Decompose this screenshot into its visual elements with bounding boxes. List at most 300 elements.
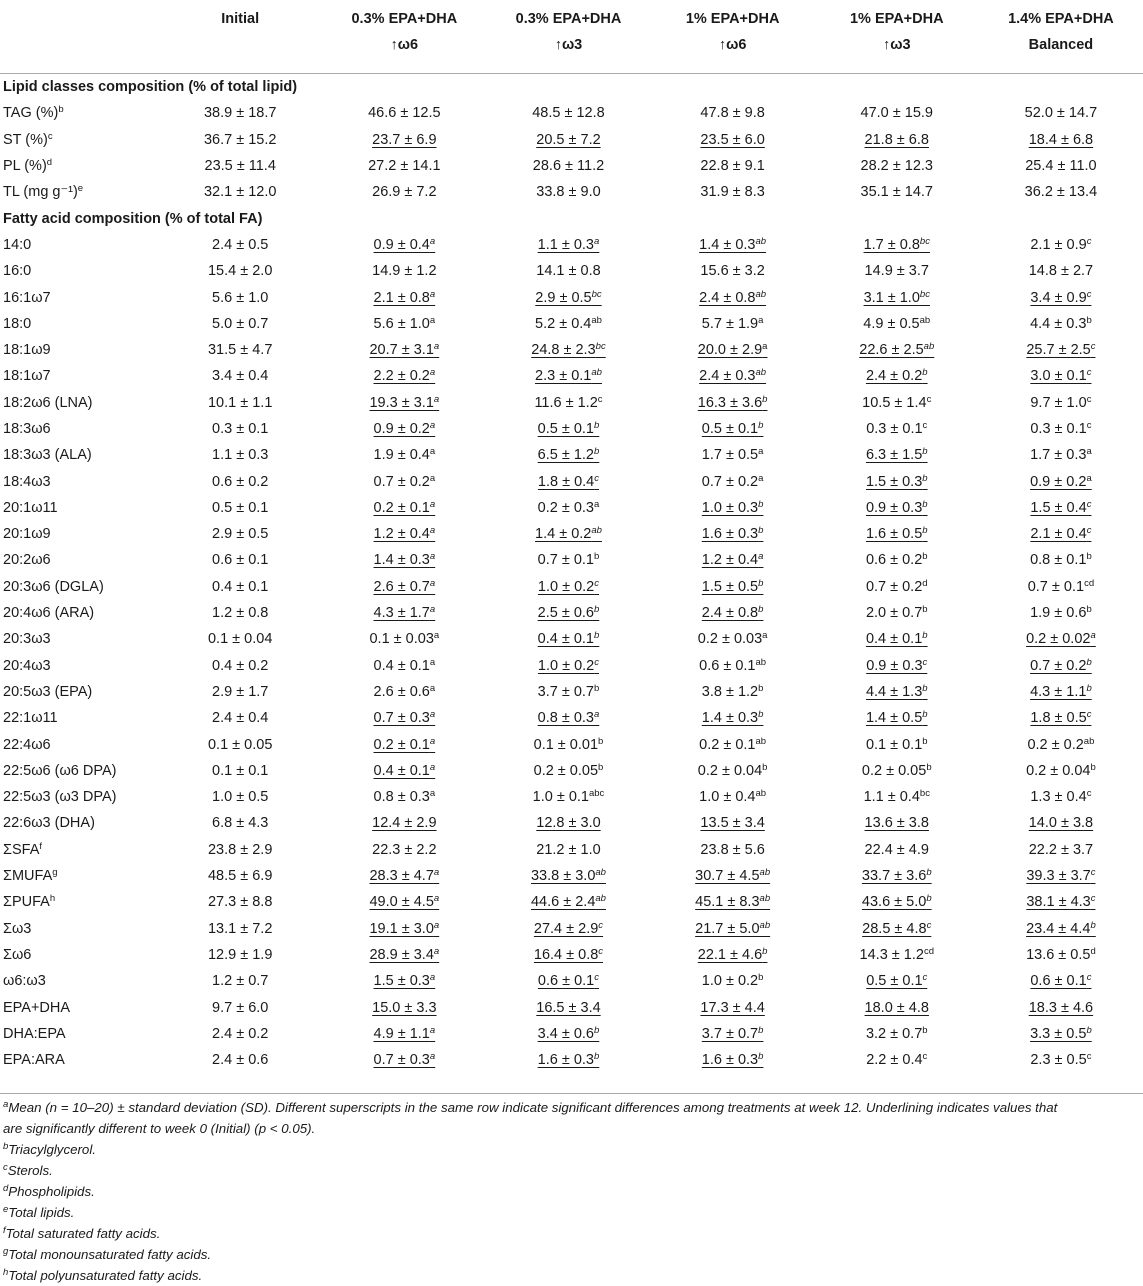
- cell-value-group: [865, 263, 929, 279]
- row-label: [0, 232, 158, 258]
- cell-value-group: [859, 342, 934, 358]
- cell-value-group: [208, 894, 272, 910]
- table-cell: [815, 600, 979, 626]
- cell-value-group: [1026, 868, 1095, 884]
- cell-value: 16.4 ± 0.8: [533, 946, 599, 963]
- table-cell: [815, 179, 979, 205]
- cell-value-group: [538, 500, 600, 516]
- row-label: [0, 468, 158, 494]
- significance-letter: a: [1086, 446, 1092, 458]
- cell-value-group: [538, 474, 599, 490]
- table-cell: [651, 311, 815, 337]
- cell-value-group: [702, 684, 764, 700]
- cell-value: 3.8 ± 1.2: [701, 683, 759, 700]
- row-label: [0, 837, 158, 863]
- cell-value: 21.7 ± 5.0: [695, 920, 760, 937]
- cell-value-group: [1030, 500, 1091, 516]
- cell-value-group: [865, 1000, 929, 1016]
- row-label-text: 16:1ω7: [3, 289, 51, 306]
- footnote-mark: c: [3, 1162, 8, 1173]
- cell-value-group: [698, 342, 768, 358]
- table-cell: [979, 495, 1143, 521]
- table-cell: [486, 968, 650, 994]
- row-label: [0, 547, 158, 573]
- cell-value-group: [538, 421, 600, 437]
- significance-letter: c: [926, 393, 932, 405]
- table-cell: [486, 784, 650, 810]
- significance-letter: c: [1086, 709, 1092, 721]
- table-cell: [486, 679, 650, 705]
- cell-value: 26.9 ± 7.2: [372, 184, 437, 201]
- cell-value: 0.7 ± 0.1: [1027, 578, 1085, 595]
- cell-value: 2.4 ± 0.6: [212, 1052, 269, 1069]
- cell-value: 2.6 ± 0.6: [373, 683, 430, 700]
- cell-value-group: [538, 237, 600, 253]
- cell-value: 30.7 ± 4.5: [695, 868, 760, 885]
- table-cell: [979, 547, 1143, 573]
- table-cell: [651, 468, 815, 494]
- section-title: Fatty acid composition (% of total FA): [3, 210, 263, 227]
- significance-letter: b: [594, 551, 600, 563]
- significance-letter: a: [433, 341, 440, 353]
- cell-value-group: [862, 894, 932, 910]
- significance-letter: a: [429, 709, 436, 721]
- cell-value: 0.9 ± 0.3: [866, 657, 923, 674]
- significance-letter: b: [758, 420, 764, 431]
- cell-value-group: [863, 316, 930, 332]
- table-cell: [815, 968, 979, 994]
- cell-value: 1.8 ± 0.5: [1030, 710, 1087, 727]
- cell-value-group: [536, 263, 600, 279]
- cell-value: 0.4 ± 0.1: [537, 631, 594, 648]
- cell-value: 2.1 ± 0.8: [373, 289, 430, 306]
- significance-letter: c: [1086, 1051, 1092, 1063]
- cell-value: 0.7 ± 0.2: [373, 473, 430, 490]
- cell-value-group: [368, 158, 440, 174]
- cell-value: 0.1 ± 0.04: [207, 631, 273, 648]
- row-label-text: 22:5ω3 (ω3 DPA): [3, 789, 117, 806]
- table-cell: [158, 179, 322, 205]
- cell-value-group: [531, 868, 606, 884]
- table-cell: [651, 889, 815, 915]
- table-cell: [651, 442, 815, 468]
- table-cell: [651, 363, 815, 389]
- table-cell: [322, 600, 486, 626]
- footnote-text: Total monounsaturated fatty acids.: [8, 1247, 212, 1262]
- cell-value-group: [700, 184, 764, 200]
- cell-value: 0.2 ± 0.02: [1026, 631, 1091, 648]
- significance-letter: c: [594, 972, 600, 984]
- cell-value-group: [534, 737, 604, 753]
- cell-value-group: [861, 184, 933, 200]
- table-cell: [322, 521, 486, 547]
- table-cell: [979, 1047, 1143, 1073]
- cell-value-group: [861, 158, 933, 174]
- cell-value: 0.2 ± 0.05: [861, 762, 927, 779]
- table-cell: [651, 653, 815, 679]
- cell-value-group: [369, 342, 439, 358]
- table-cell: [158, 442, 322, 468]
- table-cell: [815, 626, 979, 652]
- table-cell: [651, 600, 815, 626]
- cell-value-group: [212, 815, 268, 831]
- cell-value-group: [698, 395, 768, 411]
- cell-value: 23.5 ± 11.4: [204, 158, 276, 175]
- table-cell: [322, 442, 486, 468]
- table-cell: [158, 968, 322, 994]
- footnote: [0, 1223, 1143, 1244]
- table-cell: [486, 574, 650, 600]
- significance-letter: c: [1086, 525, 1092, 537]
- table-cell: [486, 837, 650, 863]
- table-row: [0, 1047, 1143, 1073]
- cell-value: 12.4 ± 2.9: [372, 815, 437, 832]
- cell-value: 6.8 ± 4.3: [212, 815, 269, 832]
- cell-value-group: [374, 368, 436, 384]
- table-cell: [158, 232, 322, 258]
- table-cell: [486, 810, 650, 836]
- table-cell: [815, 232, 979, 258]
- cell-value-group: [1025, 184, 1097, 200]
- cell-value: 16.5 ± 3.4: [536, 999, 601, 1016]
- cell-value: 46.6 ± 12.5: [368, 105, 441, 122]
- significance-letter: a: [758, 472, 764, 484]
- footnote: [0, 1244, 1143, 1265]
- cell-value: 1.1 ± 0.3: [537, 236, 594, 253]
- cell-value: 1.1 ± 0.3: [212, 447, 269, 464]
- cell-value-group: [700, 105, 764, 121]
- cell-value: 15.0 ± 3.3: [372, 999, 437, 1016]
- table-cell: [322, 258, 486, 284]
- table-cell: [158, 942, 322, 968]
- significance-letter: ab: [755, 788, 767, 800]
- row-label: [0, 100, 158, 126]
- cell-value: 1.4 ± 0.3: [699, 236, 756, 253]
- cell-value: 1.5 ± 0.5: [701, 578, 759, 595]
- table-cell: [158, 810, 322, 836]
- significance-letter: a: [1090, 630, 1096, 642]
- table-row: [0, 495, 1143, 521]
- significance-letter: b: [922, 709, 928, 721]
- cell-value: 22.2 ± 3.7: [1028, 841, 1094, 858]
- header-cell-1: Initial: [221, 11, 260, 27]
- significance-letter: a: [433, 893, 440, 905]
- cell-value-group: [1030, 526, 1091, 542]
- table-cell: [486, 363, 650, 389]
- table-row: [0, 600, 1143, 626]
- table-cell: [158, 863, 322, 889]
- cell-value: 0.6 ± 0.2: [212, 473, 269, 490]
- row-label-text: 22:6ω3 (DHA): [3, 815, 95, 832]
- table-cell: [815, 653, 979, 679]
- cell-value-group: [212, 447, 268, 463]
- cell-value: 0.1 ± 0.1: [212, 762, 269, 779]
- cell-value: 28.9 ± 3.4: [369, 946, 434, 963]
- significance-letter: c: [598, 945, 604, 957]
- cell-value: 1.0 ± 0.5: [212, 789, 269, 806]
- cell-value: 23.5 ± 6.0: [700, 131, 765, 148]
- cell-value-group: [865, 132, 929, 148]
- significance-letter: a: [433, 630, 440, 642]
- cell-value: 22.6 ± 2.5: [859, 342, 924, 359]
- row-label-text: 18:1ω9: [3, 342, 51, 359]
- cell-value: 13.5 ± 3.4: [700, 815, 765, 832]
- significance-letter: a: [429, 235, 436, 247]
- table-row: [0, 337, 1143, 363]
- cell-value: 14.9 ± 1.2: [372, 263, 437, 280]
- significance-letter: cd: [923, 945, 934, 957]
- cell-value-group: [1026, 921, 1096, 937]
- cell-value: 19.3 ± 3.1: [369, 394, 434, 411]
- table-cell: [486, 863, 650, 889]
- row-label: [0, 284, 158, 310]
- cell-value-group: [212, 579, 268, 595]
- cell-value-group: [864, 237, 930, 253]
- cell-value: 22.8 ± 9.1: [700, 158, 765, 175]
- significance-letter: c: [1086, 393, 1092, 405]
- significance-letter: b: [594, 604, 600, 616]
- cell-value-group: [212, 552, 268, 568]
- table-cell: [815, 468, 979, 494]
- table-row: [0, 994, 1143, 1020]
- significance-letter: c: [1086, 288, 1092, 300]
- cell-value-group: [1030, 368, 1091, 384]
- cell-value: 0.3 ± 0.1: [212, 421, 269, 437]
- table-cell: [651, 942, 815, 968]
- row-label-text: 18:3ω3 (ALA): [3, 447, 92, 464]
- cell-value: 0.4 ± 0.1: [865, 631, 923, 648]
- significance-letter: ab: [591, 367, 602, 379]
- significance-letter: b: [1086, 314, 1092, 326]
- table-row: [0, 916, 1143, 942]
- cell-value-group: [1029, 842, 1093, 858]
- row-label: [0, 784, 158, 810]
- table-cell: [486, 179, 650, 205]
- table-cell: [486, 442, 650, 468]
- row-label-text: 20:1ω9: [3, 526, 51, 543]
- cell-value: 1.6 ± 0.3: [701, 1052, 759, 1069]
- table-cell: [815, 994, 979, 1020]
- cell-value: 0.8 ± 0.1: [1030, 552, 1087, 569]
- cell-value: 1.5 ± 0.4: [1030, 499, 1087, 516]
- cell-value-group: [700, 132, 764, 148]
- cell-value-group: [372, 1000, 436, 1016]
- significance-letter: b: [922, 551, 928, 563]
- cell-value-group: [535, 368, 602, 384]
- row-label: [0, 153, 158, 179]
- table-cell: [651, 968, 815, 994]
- significance-letter: abc: [588, 788, 605, 800]
- cell-value: 5.0 ± 0.7: [212, 315, 269, 332]
- cell-value: 36.7 ± 15.2: [203, 131, 277, 148]
- cell-value: 1.4 ± 0.2: [535, 526, 592, 543]
- cell-value-group: [700, 842, 764, 858]
- cell-value: 0.4 ± 0.1: [212, 578, 269, 595]
- cell-value-group: [372, 842, 436, 858]
- table-cell: [651, 1021, 815, 1047]
- cell-value-group: [866, 605, 928, 621]
- row-label-text: 18:3ω6: [3, 421, 51, 437]
- cell-value: 28.3 ± 4.7: [369, 868, 434, 885]
- footnote-marker: b: [58, 104, 64, 116]
- table-cell: [158, 153, 322, 179]
- cell-value: 18.3 ± 4.6: [1028, 999, 1094, 1016]
- footnote-marker: d: [46, 157, 53, 169]
- cell-value-group: [374, 973, 436, 989]
- table-cell: [486, 416, 650, 442]
- cell-value: 12.9 ± 1.9: [207, 946, 273, 963]
- cell-value-group: [1030, 237, 1091, 253]
- footnote-mark: b: [3, 1141, 9, 1152]
- table-cell: [486, 311, 650, 337]
- cell-value-group: [538, 605, 600, 621]
- cell-value: 1.2 ± 0.7: [212, 973, 269, 990]
- significance-letter: a: [594, 235, 600, 247]
- cell-value: 13.1 ± 7.2: [207, 920, 273, 937]
- significance-letter: a: [429, 1024, 436, 1036]
- significance-letter: a: [429, 288, 436, 300]
- table-cell: [651, 679, 815, 705]
- cell-value-group: [372, 815, 436, 831]
- cell-value-group: [695, 868, 770, 884]
- significance-letter: b: [762, 393, 768, 405]
- table-cell: [322, 837, 486, 863]
- table-row: [0, 232, 1143, 258]
- cell-value: 22.1 ± 4.6: [697, 946, 763, 963]
- cell-value-group: [212, 290, 268, 306]
- table-cell: [979, 731, 1143, 757]
- cell-value: 0.3 ± 0.1: [866, 421, 923, 437]
- significance-letter: ab: [755, 735, 767, 747]
- cell-value: 14.8 ± 2.7: [1028, 263, 1094, 280]
- cell-value: 10.1 ± 1.1: [207, 394, 273, 411]
- table-cell: [486, 626, 650, 652]
- row-label: [0, 916, 158, 942]
- footnote-text: Total lipids.: [8, 1205, 75, 1220]
- table-cell: [486, 390, 650, 416]
- cell-value-group: [702, 447, 764, 463]
- table-row: [0, 1021, 1143, 1047]
- cell-value-group: [374, 500, 436, 516]
- table-cell: [815, 889, 979, 915]
- row-label-text: 14:0: [3, 236, 32, 253]
- significance-letter: ab: [591, 525, 602, 537]
- cell-value-group: [1025, 105, 1097, 121]
- cell-value: 4.4 ± 0.3: [1030, 315, 1087, 332]
- table-cell: [979, 442, 1143, 468]
- cell-value-group: [861, 105, 933, 121]
- cell-value-group: [862, 395, 931, 411]
- cell-value-group: [866, 710, 928, 726]
- row-label: [0, 600, 158, 626]
- footnote: [0, 1265, 1143, 1286]
- cell-value-group: [534, 763, 604, 779]
- footnotes: [0, 1093, 1143, 1286]
- significance-letter: a: [433, 867, 440, 879]
- cell-value-group: [700, 815, 764, 831]
- cell-value: 2.4 ± 0.2: [212, 1025, 269, 1042]
- cell-value-group: [212, 658, 268, 674]
- table-cell: [651, 521, 815, 547]
- cell-value-group: [1030, 605, 1092, 621]
- cell-value: 0.7 ± 0.2: [1030, 657, 1087, 674]
- cell-value-group: [374, 1052, 436, 1068]
- cell-value-group: [369, 894, 439, 910]
- cell-value: 5.6 ± 1.0: [373, 315, 430, 332]
- table-row: [0, 705, 1143, 731]
- table-cell: [158, 416, 322, 442]
- header-cell-2: 0.3% EPA+DHA ↑ω6: [351, 11, 458, 53]
- table-cell: [158, 758, 322, 784]
- cell-value: 22.3 ± 2.2: [372, 841, 437, 858]
- cell-value: 27.4 ± 2.9: [533, 920, 599, 937]
- table-cell: [815, 705, 979, 731]
- cell-value: 1.5 ± 0.3: [865, 473, 923, 490]
- row-label-text: 18:0: [3, 315, 32, 332]
- table-cell: [651, 731, 815, 757]
- header-row: [0, 0, 1143, 74]
- cell-value-group: [1030, 1026, 1092, 1042]
- cell-value-group: [1029, 132, 1093, 148]
- table-cell: [979, 337, 1143, 363]
- significance-letter: c: [1090, 893, 1096, 905]
- cell-value-group: [374, 552, 436, 568]
- table-cell: [651, 758, 815, 784]
- table-row: [0, 127, 1143, 153]
- table-cell: [651, 784, 815, 810]
- row-label-text: TAG (%): [3, 105, 59, 122]
- significance-letter: ab: [923, 341, 935, 353]
- significance-letter: ab: [919, 314, 931, 326]
- cell-value: 0.9 ± 0.2: [1030, 473, 1087, 490]
- cell-value: 25.4 ± 11.0: [1025, 158, 1097, 175]
- table-cell: [815, 284, 979, 310]
- cell-value: 3.2 ± 0.7: [865, 1025, 923, 1042]
- significance-letter: c: [598, 919, 604, 931]
- header-cell-5: 1% EPA+DHA ↑ω3: [849, 11, 944, 53]
- cell-value: 3.7 ± 0.7: [701, 1025, 759, 1042]
- significance-letter: b: [922, 446, 928, 458]
- table-cell: [979, 810, 1143, 836]
- cell-value: 12.8 ± 3.0: [536, 815, 601, 832]
- cell-value: 0.2 ± 0.1: [699, 736, 756, 753]
- header-cell-3: 0.3% EPA+DHA ↑ω3: [515, 11, 622, 53]
- significance-letter: a: [429, 367, 436, 379]
- cell-value-group: [866, 631, 928, 647]
- cell-value: 1.7 ± 0.3: [1030, 447, 1087, 464]
- cell-value-group: [368, 105, 440, 121]
- cell-value: 20.5 ± 7.2: [536, 131, 601, 148]
- cell-value: 3.4 ± 0.4: [212, 368, 269, 385]
- cell-value-group: [374, 290, 436, 306]
- table-row: [0, 810, 1143, 836]
- table-cell: [322, 232, 486, 258]
- row-label: [0, 653, 158, 679]
- cell-value: 31.9 ± 8.3: [700, 184, 765, 201]
- cell-value: 35.1 ± 14.7: [860, 184, 933, 201]
- significance-letter: b: [758, 1024, 764, 1036]
- significance-letter: b: [922, 682, 928, 694]
- table-cell: [815, 311, 979, 337]
- cell-value: 1.0 ± 0.1: [532, 789, 589, 806]
- significance-letter: bc: [595, 341, 606, 353]
- table-cell: [979, 258, 1143, 284]
- cell-value: 0.5 ± 0.1: [212, 499, 269, 516]
- cell-value-group: [1027, 737, 1094, 753]
- cell-value-group: [212, 973, 268, 989]
- row-label-text: Σω6: [3, 946, 32, 963]
- table-cell: [486, 337, 650, 363]
